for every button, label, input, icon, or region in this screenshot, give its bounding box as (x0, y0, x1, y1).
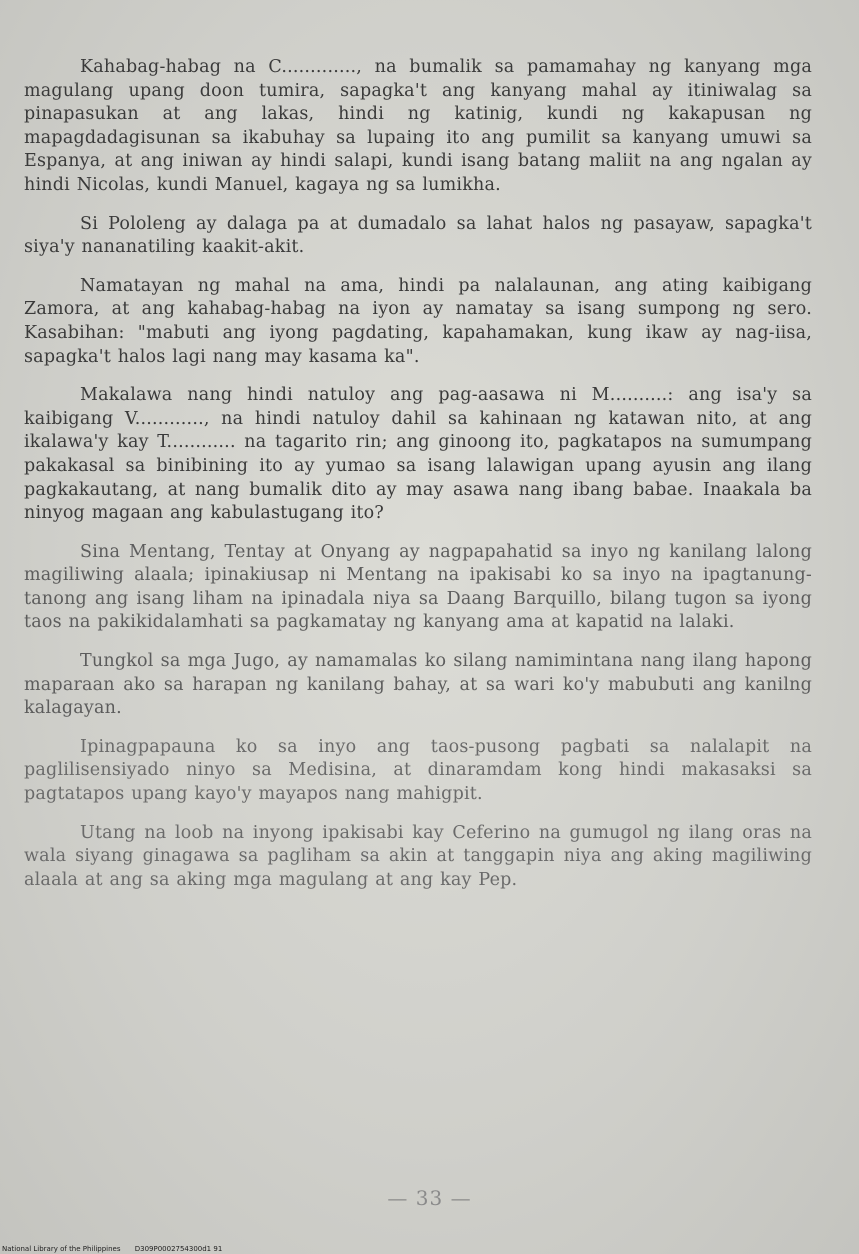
paragraph-4: Makalawa nang hindi natuloy ang pag-aasawa ni M..........: ang isa'y sa kaibigang V............, na hindi natuloy dahil sa kahinaan ng katawan nito, at ang ikalawa'y kay T............ na tagarito rin; ang ginoong ito, pagkatapos na sumumpang pakakasal sa binibining ito ay yumao sa isang lalawigan upang ayusin ang ilang pagkakautang, at nang bumalik dito ay may asawa nang ibang babae. Inaakala ba ninyog magaan ang kabulastugang ito? (24, 385, 812, 524)
paragraph-1: Kahabag-habag na C............., na bumalik sa pamamahay ng kanyang mga magulang upang doon tumira, sapagka't ang kanyang mahal ay itiniwalag sa pinapasukan at ang lakas, hindi ng katinig, kundi ng kakapusan ng mapagdadagisunan sa ikabuhay sa lupaing ito ang pumilit sa kanyang umuwi sa Espanya, at ang iniwan ay hindi salapi, kundi isang batang maliit na ang ngalan ay hindi Nicolas, kundi Manuel, kagaya ng sa lumikha. (24, 57, 812, 195)
paragraph-7: Ipinagpapauna ko sa inyo ang taos-pusong pagbati sa nalalapit na paglilisensiyado ninyo sa Medisina, at dinaramdam kong hindi makasaksi sa pagtatapos upang kayo'y mayapos nang mahigpit. (24, 736, 812, 805)
scan-footer (2, 1245, 234, 1253)
paragraph-3: Namatayan ng mahal na ama, hindi pa nalalaunan, ang ating kaibigang Zamora, at ang kahabag-habag na iyon ay namatay sa isang sumpong ng sero. Kasabihan: "mabuti ang iyong pagdating, kapahamakan, kung ikaw ay nag-iisa, sapagka't halos lagi nang may kasama ka". (24, 275, 812, 367)
footer-code: D309P0002754300d1 91 (134, 1245, 223, 1253)
paragraph-2: Si Pololeng ay dalaga pa at dumadalo sa lahat halos ng pasayaw, sapagka't siya'y nananatiling kaakit-akit. (24, 213, 812, 258)
paragraph-5: Sina Mentang, Tentay at Onyang ay nagpapahatid sa inyo ng kanilang lalong magiliwing alaala; ipinakiusap ni Mentang na ipakisabi ko sa inyo na ipagtanung-tanong ang isang liham na ipinadala niya sa Daang Barquillo, bilang tugon sa iyong taos na pakikidalamhati sa pagkamatay ng kanyang ama at kapatid na lalaki. (24, 541, 812, 633)
paragraph-6: Tungkol sa mga Jugo, ay namamalas ko silang namimintana nang ilang hapong maparaan ako sa harapan ng kanilang bahay, at sa wari ko'y mabubuti ang kanilng kalagayan. (24, 651, 812, 719)
paragraph-8: Utang na loob na inyong ipakisabi kay Ceferino na gumugol ng ilang oras na wala siyang ginagawa sa pagliham sa akin at tanggapin niya ang aking magiliwing alaala at ang sa aking mga magulang at ang kay Pep. (24, 822, 812, 890)
page-text-body (24, 56, 812, 907)
page-number: — 33 — (387, 1186, 472, 1210)
footer-library: National Library of the Philippines (2, 1245, 121, 1253)
